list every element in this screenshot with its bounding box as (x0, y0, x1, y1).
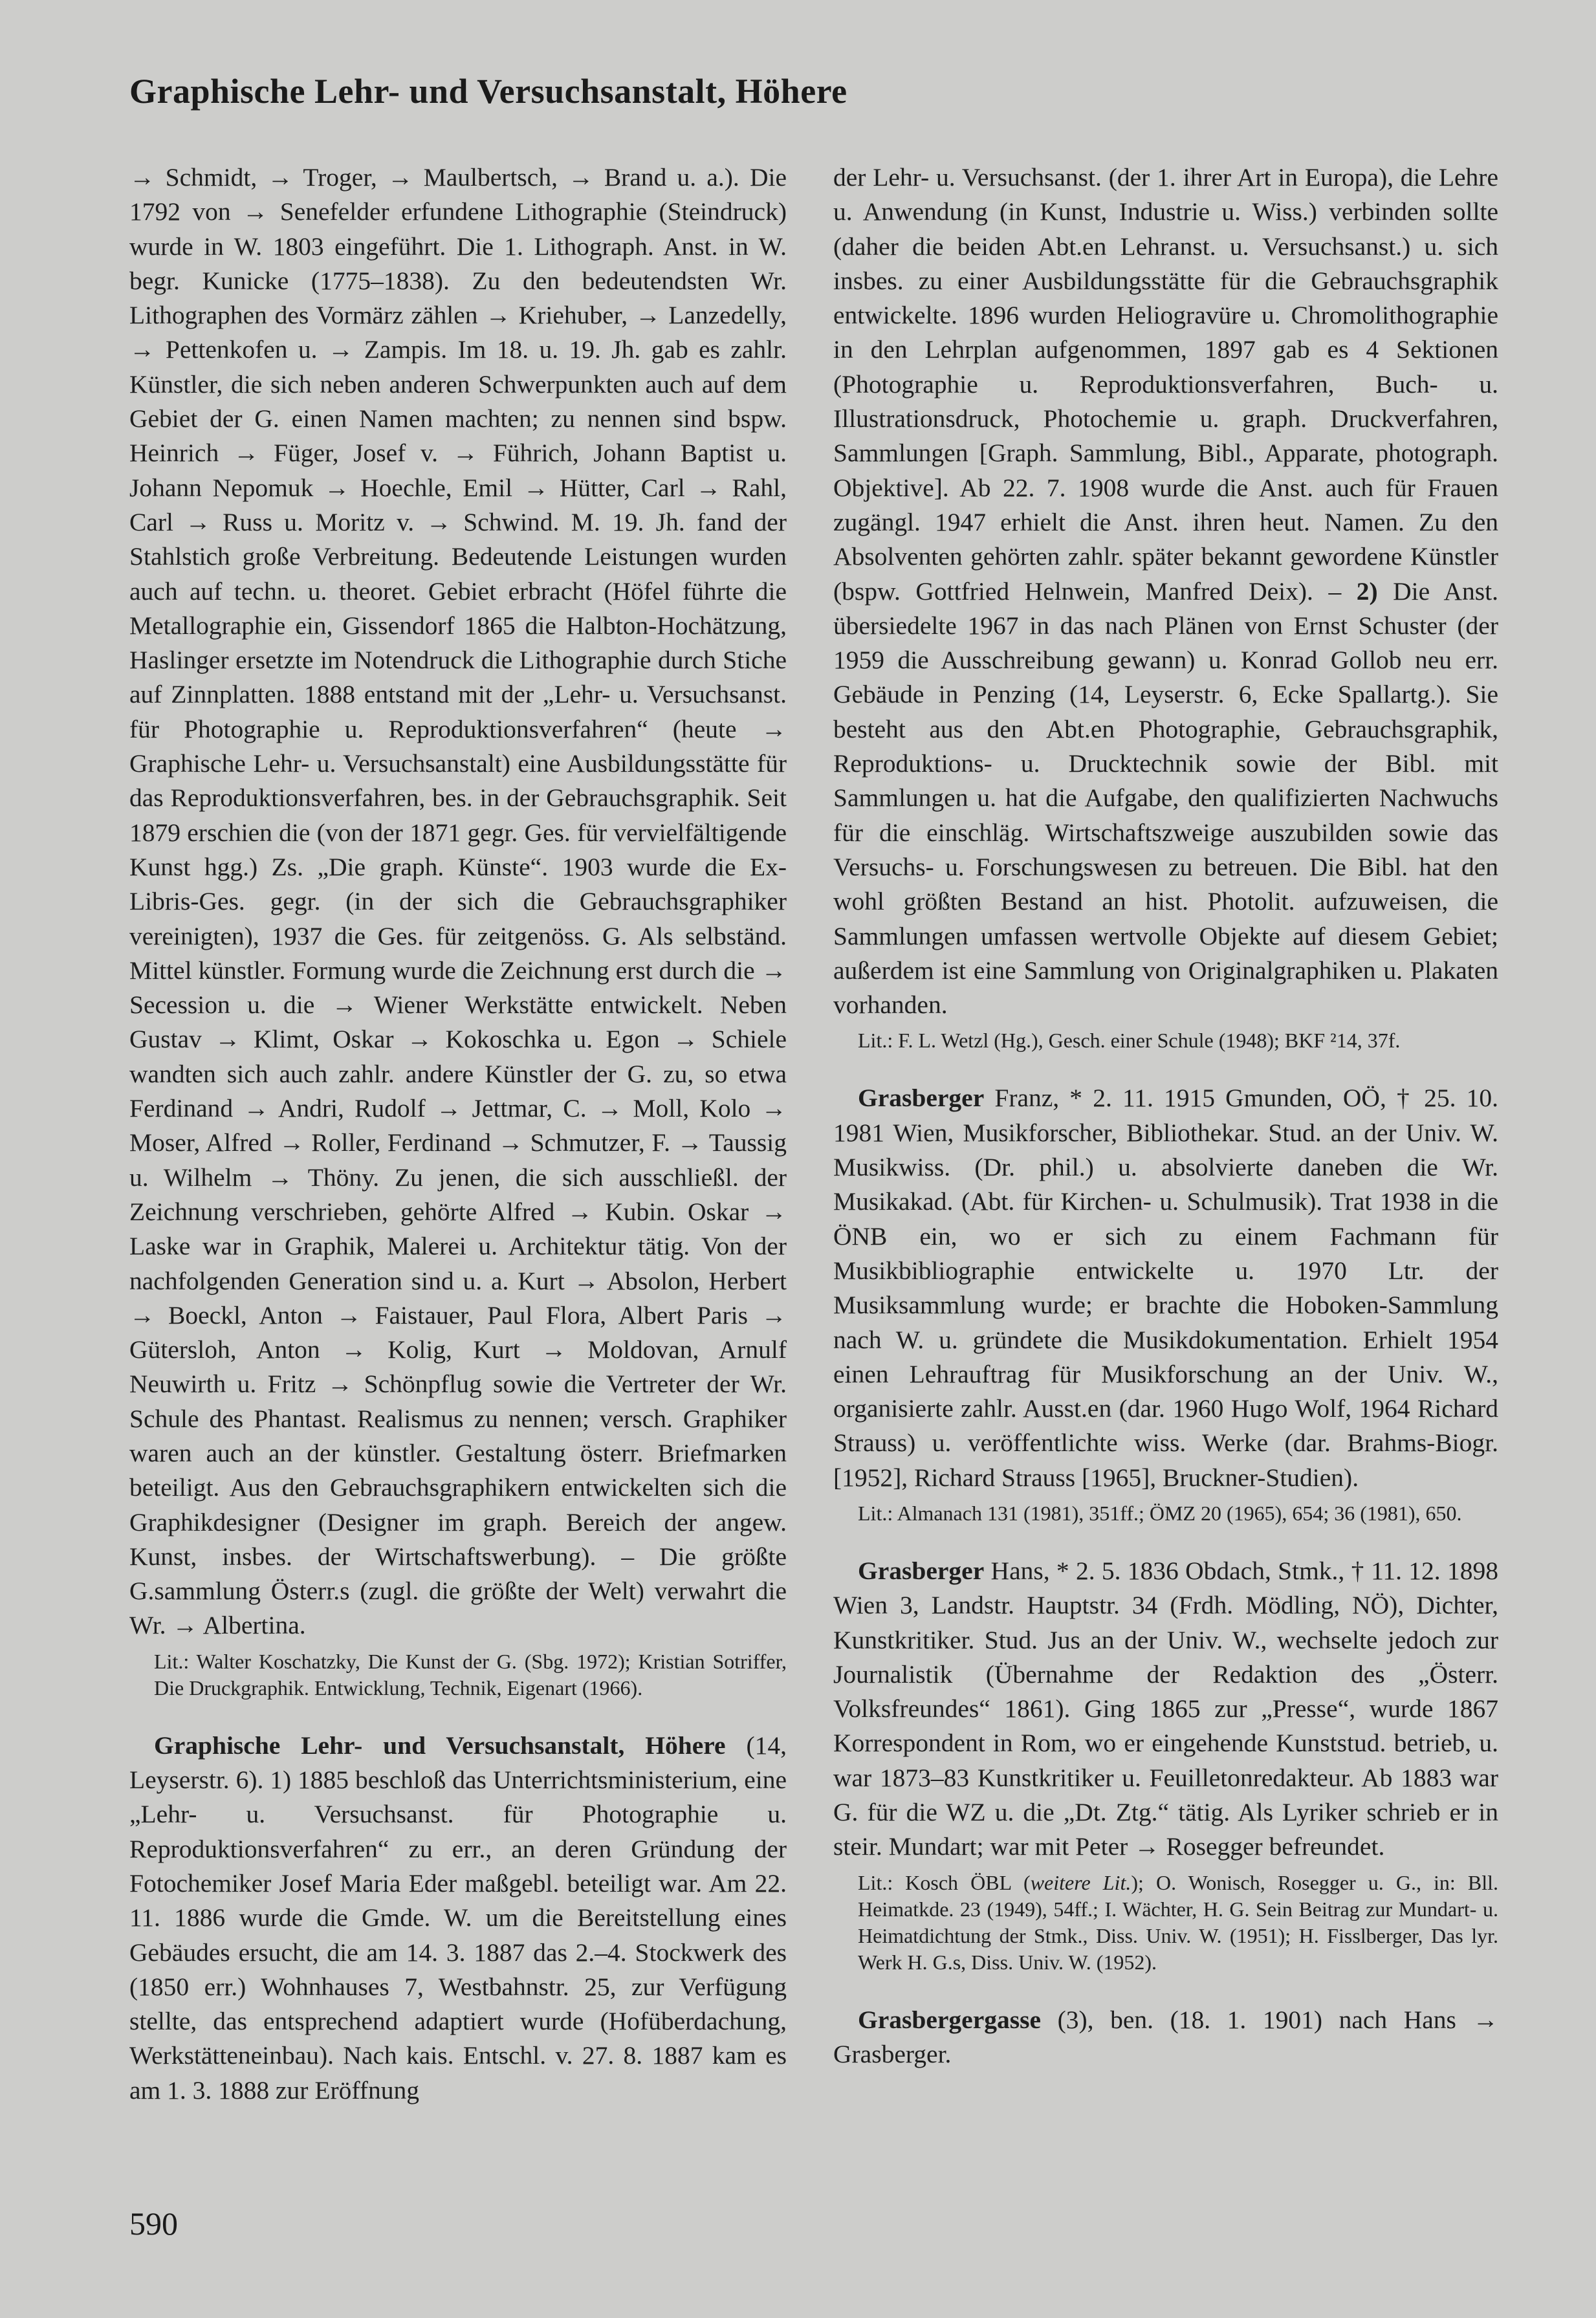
page-number: 590 (129, 2205, 178, 2242)
grasbergergasse-text: (3), ben. (18. 1. 1901) nach Hans → Grasberger. (833, 2005, 1498, 2068)
grasberger-hans-literature (833, 1870, 1498, 1976)
grasberger-franz-text: Franz, * 2. 11. 1915 Gmunden, OÖ, † 25. 10. 1981 Wien, Musikforscher, Bibliothekar. Stud. an der Univ. W. Musikwiss. (Dr. phil.) u. absolvierte daneben die Wr. Musikakad. (Abt. für Kirchen- u. Schulmusik). Trat 1938 in die ÖNB ein, wo er sich zu einem Fachmann für Musikbibliographie entwickelte u. 1970 Ltr. der Musiksammlung wurde; er brachte die Hoboken-Sammlung nach W. u. gründete die Musikdokumentation. Erhielt 1954 einen Lehrauftrag für Musikforschung an der Univ. W., organisierte zahlr. Ausst.en (dar. 1960 Hugo Wolf, 1964 Richard Strauss) u. veröffentlichte wiss. Werke (dar. Brahms-Biogr. [1952], Richard Strauss [1965], Bruckner-Studien). (833, 1084, 1498, 1492)
right-column (833, 160, 1498, 2072)
grasberger-hans-headword: Grasberger (858, 1556, 985, 1585)
grasberger-hans-entry (833, 1554, 1498, 1864)
running-head: Graphische Lehr- und Versuchsanstalt, Höhere (129, 72, 847, 111)
lehranstalt-text-start: (14, Leyserstr. 6). 1) 1885 beschloß das Unterrichtsministerium, eine „Lehr- u. Versuchsanst. für Photographie u. Reproduktionsverfahren“ zu err., an deren Gründung der Fotochemiker Josef Maria Eder maßgebl. beteiligt war. Am 22. 11. 1886 wurde die Gmde. W. um die Bereitstellung eines Gebäudes ersucht, die am 14. 3. 1887 das 2.–4. Stockwerk des (1850 err.) Wohnhauses 7, Westbahnstr. 25, zur Verfügung stellte, das entsprechend adaptiert wurde (Hofüberdachung, Werkstätteneinbau). Nach kais. Entschl. v. 27. 8. 1887 kam es am 1. 3. 1888 zur Eröffnung (129, 1731, 787, 2105)
lehranstalt-entry-continued (833, 160, 1498, 1022)
grasberger-franz-literature: Lit.: Almanach 131 (1981), 351ff.; ÖMZ 20 (1965), 654; 36 (1981), 650. (858, 1501, 1462, 1525)
hans-lit-part-a: Lit.: Kosch ÖBL ( (858, 1870, 1031, 1894)
grasbergergasse-headword: Grasbergergasse (858, 2005, 1041, 2034)
grasbergergasse-entry (833, 2003, 1498, 2072)
lehranstalt-headword: Graphische Lehr- und Versuchsanstalt, Höhere (154, 1731, 726, 1760)
lehranstalt-text-cont-b: Die Anst. übersiedelte 1967 in das nach Plänen von Ernst Schuster (der 1959 die Ausschreibung gewann) u. Konrad Gollob neu err. Gebäude in Penzing (14, Leyserstr. 6, Ecke Spallartg.). Sie besteht aus den Abt.en Photographie, Gebrauchsgraphik, Reproduktions- u. Drucktechnik sowie der Bibl. mit Sammlungen u. hat die Aufgabe, den qualifizierten Nachwuchs für die einschläg. Wirtschaftszweige auszubilden sowie das Versuchs- u. Forschungswesen zu betreuen. Die Bibl. hat den wohl größten Bestand an hist. Photolit. aufzuweisen, die Sammlungen umfassen wertvolle Objekte auf diesem Gebiet; außerdem ist eine Sammlung von Originalgraphiken u. Plakaten vorhanden. (833, 576, 1498, 1020)
lehranstalt-text-cont-a: der Lehr- u. Versuchsanst. (der 1. ihrer Art in Europa), die Lehre u. Anwendung (in Kunst, Industrie u. Wiss.) verbinden sollte (daher die beiden Abt.en Lehranst. u. Versuchsanst.) u. sich insbes. zu einer Ausbildungsstätte für die Gebrauchsgraphik entwickelte. 1896 wurden Heliogravüre u. Chromolithographie in den Lehrplan aufgenommen, 1897 gab es 4 Sektionen (Photographie u. Reproduktionsverfahren, Buch- u. Illustrationsdruck, Photochemie u. graph. Druckverfahren, Sammlungen [Graph. Sammlung, Bibl., Apparate, photograph. Objektive]. Ab 22. 7. 1908 wurde die Anst. auch für Frauen zugängl. 1947 erhielt die Anst. ihren heut. Namen. Zu den Absolventen gehörten zahlr. später bekannt gewordene Künstler (bspw. Gottfried Helnwein, Manfred Deix). – (833, 163, 1498, 606)
left-column (129, 160, 787, 2108)
grasberger-franz-headword: Grasberger (858, 1084, 985, 1113)
graphik-article-text: → Schmidt, → Troger, → Maulbertsch, → Brand u. a.). Die 1792 von → Senefelder erfundene Lithographie (Steindruck) wurde in W. 1803 eingeführt. Die 1. Lithograph. Anst. in W. begr. Kunicke (1775–1838). Zu den bedeutendsten Wr. Lithographen des Vormärz zählen → Kriehuber, → Lanzedelly, → Pettenkofen u. → Zampis. Im 18. u. 19. Jh. gab es zahlr. Künstler, die sich neben anderen Schwerpunkten auch auf dem Gebiet der G. einen Namen machten; zu nennen sind bspw. Heinrich → Füger, Josef v. → Führich, Johann Baptist u. Johann Nepomuk → Hoechle, Emil → Hütter, Carl → Rahl, Carl → Russ u. Moritz v. → Schwind. M. 19. Jh. fand der Stahlstich große Verbreitung. Bedeutende Leistungen wurden auch auf techn. u. theoret. Gebiet erbracht (Höfel führte die Metallographie ein, Gissendorf 1865 die Halbton-Hochätzung, Haslinger ersetzte im Notendruck die Lithographie durch Stiche auf Zinnplatten. 1888 entstand mit der „Lehr- u. Versuchsanst. für Photographie u. Reproduktionsverfahren“ (heute → Graphische Lehr- u. Versuchsanstalt) eine Ausbildungsstätte für das Reproduktionsverfahren, bes. in der Gebrauchsgraphik. Seit 1879 erschien die (von der 1871 gegr. Ges. für vervielfältigende Kunst hgg.) Zs. „Die graph. Künste“. 1903 wurde die Ex-Libris-Ges. gegr. (in der sich die Gebrauchsgraphiker vereinigten), 1937 die Ges. für zeitgenöss. G. Als selbständ. Mittel künstler. Formung wurde die Zeichnung erst durch die → Secession u. die → Wiener Werkstätte entwickelt. Neben Gustav → Klimt, Oskar → Kokoschka u. Egon → Schiele wandten sich auch zahlr. andere Künstler der G. zu, so etwa Ferdinand → Andri, Rudolf → Jettmar, C. → Moll, Kolo → Moser, Alfred → Roller, Ferdinand → Schmutzer, F. → Taussig u. Wilhelm → Thöny. Zu jenen, die sich ausschließl. der Zeichnung verschrieben, gehörte Alfred → Kubin. Oskar → Laske war in Graphik, Malerei u. Architektur tätig. Von der nachfolgenden Generation sind u. a. Kurt → Absolon, Herbert → Boeckl, Anton → Faistauer, Paul Flora, Albert Paris → Gütersloh, Anton → Kolig, Kurt → Moldovan, Arnulf Neuwirth u. Fritz → Schönpflug sowie die Vertreter der Wr. Schule des Phantast. Realismus zu nennen; versch. Graphiker waren auch an der künstler. Gestaltung österr. Briefmarken beteiligt. Aus den Gebrauchsgraphikern entwickelten sich die Graphikdesigner (Designer im graph. Bereich der angew. Kunst, insbes. der Wirtschaftswerbung). – Die größte G.sammlung Österr.s (zugl. die größte der Welt) verwahrt die Wr. → Albertina. (129, 163, 787, 1640)
lehranstalt-literature: Lit.: F. L. Wetzl (Hg.), Gesch. einer Schule (1948); BKF ²14, 37f. (858, 1029, 1401, 1053)
hans-lit-italic: weitere Lit. (1030, 1870, 1131, 1894)
grasberger-franz-entry (833, 1081, 1498, 1495)
lehranstalt-entry (129, 1729, 787, 2108)
graphik-article-literature: Lit.: Walter Koschatzky, Die Kunst der G. (Sbg. 1972); Kristian Sotriffer, Die Druckgraphik. Entwicklung, Technik, Eigenart (1966). (154, 1649, 787, 1700)
grasberger-hans-text: Hans, * 2. 5. 1836 Obdach, Stmk., † 11. 12. 1898 Wien 3, Landstr. Hauptstr. 34 (Frdh. Mödling, NÖ), Dichter, Kunstkritiker. Stud. Jus an der Univ. W., wechselte jedoch zur Journalistik (Übernahme der Redaktion des „Österr. Volksfreundes“ 1861). Ging 1865 zur „Presse“, wurde 1867 Korrespondent in Rom, wo er eingehende Kunststud. betrieb, u. war 1873–83 Kunstkritiker u. Feuilletonredakteur. Ab 1883 war G. für die WZ u. die „Dt. Ztg.“ tätig. Als Lyriker schrieb er in steir. Mundart; war mit Peter → Rosegger befreundet. (833, 1556, 1498, 1861)
lehranstalt-section-marker: 2) (1356, 576, 1378, 606)
hans-lit-part-b: ); O. Wonisch, Rosegger u. G., in: Bll. Heimatkde. 23 (1949), 54ff.; I. Wächter, H. G. Sein Beitrag zur Mundart- u. Heimatdichtung der Stmk., Diss. Univ. W. (1951); H. Fisslberger, Das lyr. Werk H. G.s, Diss. Univ. W. (1952). (858, 1870, 1499, 1974)
